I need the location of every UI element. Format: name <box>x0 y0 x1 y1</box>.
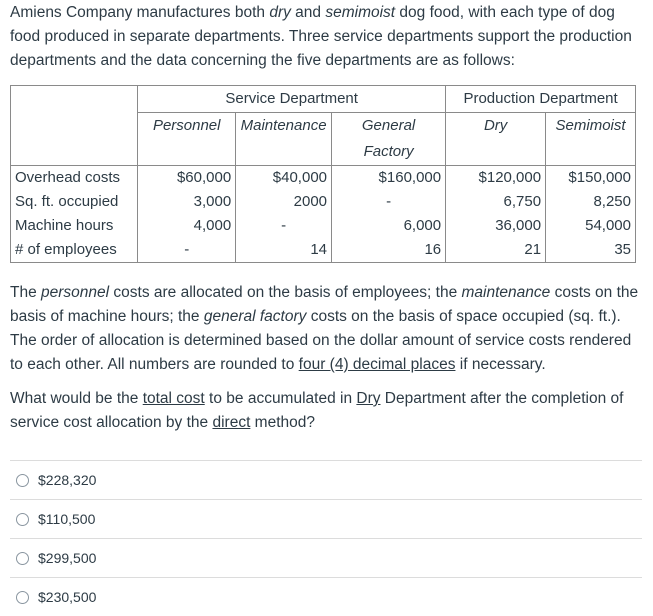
table-cell: 6,000 <box>403 217 442 234</box>
col-maintenance: Maintenance <box>236 113 332 166</box>
answer-choice-2[interactable] <box>10 499 642 538</box>
table-cell: $150,000 <box>568 169 631 186</box>
col-semimoist: Semimoist <box>546 113 636 166</box>
answer-choice-label[interactable]: $299,500 <box>38 550 97 566</box>
semimoist-values-cell <box>546 166 636 263</box>
personnel-values-cell <box>138 166 236 263</box>
question-text: What would be the total cost to be accumulated in Dry Department after the completion of service cost allocation by the direct method? <box>10 390 624 431</box>
row-label: # of employees <box>15 241 117 258</box>
answer-choice-3[interactable] <box>10 538 642 577</box>
allocation-paragraph: The personnel costs are allocated on the basis of employees; the maintenance costs on the basis of machine hours; the general factory costs on the basis of space occupied (sq. ft.). The order of allocation is determined based on the dollar amount of service costs rendered to each other. All numbers are rounded to four (4) decimal places if necessary. <box>10 284 639 373</box>
table-cell: - <box>184 241 190 258</box>
row-label: Overhead costs <box>15 169 121 186</box>
col-dry: Dry <box>446 113 546 166</box>
answer-choice-1[interactable] <box>10 460 642 499</box>
radio-button[interactable] <box>16 513 29 526</box>
production-department-header: Production Department <box>446 86 636 113</box>
table-header-row-groups <box>11 86 636 113</box>
table-cell: 35 <box>614 241 631 258</box>
answer-choice-4[interactable] <box>10 577 642 616</box>
intro-paragraph: Amiens Company manufactures both dry and semimoist dog food, with each type of dog food produced in separate departments. Three service departments support the production departments and the data concerning the five departments are as follows: <box>10 4 632 69</box>
table-cell: 16 <box>424 241 442 258</box>
header-empty-cell <box>11 86 138 166</box>
answer-choices <box>10 460 642 616</box>
table-cell: 2000 <box>293 193 328 210</box>
table-cell: $160,000 <box>378 169 442 186</box>
table-cell: 3,000 <box>193 193 232 210</box>
table-cell: - <box>386 193 392 210</box>
general-factory-values-cell <box>332 166 446 263</box>
table-cell: 6,750 <box>503 193 542 210</box>
radio-button[interactable] <box>16 591 29 604</box>
row-label: Machine hours <box>15 217 114 234</box>
table-cell: 54,000 <box>585 217 631 234</box>
table-cell: 36,000 <box>495 217 542 234</box>
table-cell: 14 <box>310 241 328 258</box>
row-label: Sq. ft. occupied <box>15 193 119 210</box>
table-body-row <box>11 166 636 263</box>
service-department-header: Service Department <box>138 86 446 113</box>
department-data-table <box>10 85 636 263</box>
table-cell: $120,000 <box>478 169 542 186</box>
radio-button[interactable] <box>16 552 29 565</box>
row-labels-cell <box>11 166 138 263</box>
table-cell: - <box>281 217 287 234</box>
radio-button[interactable] <box>16 474 29 487</box>
dry-values-cell <box>446 166 546 263</box>
table-cell: 4,000 <box>193 217 232 234</box>
answer-choice-label[interactable]: $110,500 <box>38 511 96 527</box>
table-cell: $40,000 <box>272 169 328 186</box>
col-general-factory: General Factory <box>332 113 446 166</box>
col-personnel: Personnel <box>138 113 236 166</box>
maintenance-values-cell <box>236 166 332 263</box>
table-cell: 21 <box>524 241 542 258</box>
answer-choice-label[interactable]: $230,500 <box>38 589 97 605</box>
table-cell: 8,250 <box>593 193 631 210</box>
answer-choice-label[interactable]: $228,320 <box>38 472 97 488</box>
table-cell: $60,000 <box>176 169 232 186</box>
